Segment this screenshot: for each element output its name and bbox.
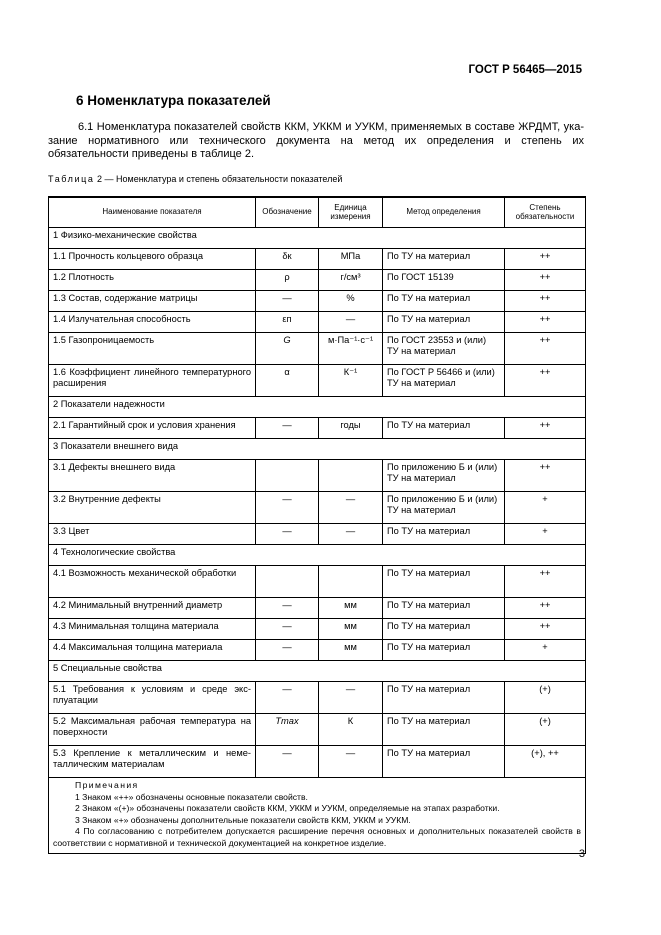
cell-degree: ++ (505, 619, 586, 640)
cell-name: 5.3 Крепление к металлическим и неметаллическим материалам (49, 746, 256, 778)
cell-name: 4.2 Минимальный внутренний диаметр (49, 598, 256, 619)
cell-unit: мм (319, 598, 383, 619)
cell-degree: (+), ++ (505, 746, 586, 778)
cell-name: 5.2 Максимальная рабочая температура на поверхности (49, 714, 256, 746)
cell-name: 1.6 Коэффициент линейного температурного расширения (49, 365, 256, 397)
cell-degree: ++ (505, 460, 586, 492)
cell-degree: ++ (505, 333, 586, 365)
cell-method: По ГОСТ 15139 (383, 270, 505, 291)
cell-unit (319, 566, 383, 598)
cell-name: 4.1 Возможность механической обработки (49, 566, 256, 598)
symbol-text: Tmax (275, 716, 299, 726)
table-row (49, 746, 586, 778)
table-row (49, 524, 586, 545)
table-row (49, 333, 586, 365)
page-number: 3 (578, 848, 585, 860)
table-caption-prefix: Таблица (48, 174, 95, 184)
cell-unit: % (319, 291, 383, 312)
group-title: 4 Технологические свойства (49, 545, 586, 566)
cell-method: По ГОСТ Р 56466 и (или) ТУ на материал (383, 365, 505, 397)
header-degree: Степень обязательности (505, 197, 586, 228)
notes-title: Примечания (75, 780, 139, 790)
cell-unit: — (319, 746, 383, 778)
table-row (49, 619, 586, 640)
cell-unit: К⁻¹ (319, 365, 383, 397)
cell-unit: — (319, 492, 383, 524)
cell-degree: (+) (505, 714, 586, 746)
note-item: 3 Знаком «+» обозначены дополнительные показатели свойств ККМ, УККМ и УУКМ. (75, 814, 411, 825)
cell-degree: (+) (505, 682, 586, 714)
note-item: 4 По согласованию с потребителем допускается расширение перечня основных и дополнительных показателей свойств в соответствии с нормативной и технической документацией на конкретное изделие. (53, 826, 581, 848)
cell-symbol (256, 566, 319, 598)
cell-unit: мм (319, 619, 383, 640)
cell-unit: г/см³ (319, 270, 383, 291)
cell-unit: — (319, 312, 383, 333)
cell-unit: — (319, 682, 383, 714)
cell-symbol: — (256, 291, 319, 312)
table-group-row (49, 228, 586, 249)
cell-degree: ++ (505, 566, 586, 598)
cell-symbol: ρ (256, 270, 319, 291)
cell-method: По ТУ на материал (383, 249, 505, 270)
note-item: 1 Знаком «++» обозначены основные показатели свойств. (75, 791, 308, 802)
cell-name: 4.4 Максимальная толщина материала (49, 640, 256, 661)
cell-method: По ТУ на материал (383, 598, 505, 619)
cell-symbol: δк (256, 249, 319, 270)
cell-name: 4.3 Минимальная толщина материала (49, 619, 256, 640)
symbol-text: G (283, 335, 291, 345)
table-body (49, 228, 586, 854)
cell-symbol: — (256, 640, 319, 661)
header-name: Наименование показателя (49, 197, 256, 228)
table-row (49, 492, 586, 524)
indicators-table (48, 196, 586, 854)
cell-name: 1.4 Излучательная способность (49, 312, 256, 333)
table-row (49, 365, 586, 397)
cell-degree: ++ (505, 418, 586, 439)
cell-symbol: — (256, 682, 319, 714)
cell-unit: — (319, 524, 383, 545)
table-row (49, 418, 586, 439)
table-row (49, 249, 586, 270)
cell-method: По ТУ на материал (383, 566, 505, 598)
cell-symbol (256, 460, 319, 492)
table-group-row (49, 661, 586, 682)
cell-name: 3.2 Внутренние дефекты (49, 492, 256, 524)
cell-unit: мм (319, 640, 383, 661)
table-caption-text: 2 — Номенклатура и степень обязательности показателей (94, 174, 343, 184)
cell-name: 1.1 Прочность кольцевого образца (49, 249, 256, 270)
notes-row (49, 778, 586, 854)
cell-symbol: — (256, 418, 319, 439)
cell-name: 5.1 Требования к условиям и среде эксплуатации (49, 682, 256, 714)
cell-degree: + (505, 640, 586, 661)
cell-degree: + (505, 492, 586, 524)
cell-method: По ТУ на материал (383, 746, 505, 778)
cell-degree: ++ (505, 312, 586, 333)
section-paragraph: 6.1 Номенклатура показателей свойств ККМ, УККМ и УУКМ, применяемых в составе ЖРДМТ, указание нормативного или технического документа на метод их определения и степень их обязательности приведены в таблице 2. (48, 121, 584, 161)
cell-symbol: — (256, 746, 319, 778)
group-title: 3 Показатели внешнего вида (49, 439, 586, 460)
cell-degree: ++ (505, 249, 586, 270)
table-row (49, 682, 586, 714)
table-group-row (49, 545, 586, 566)
cell-unit: м·Па⁻¹·с⁻¹ (319, 333, 383, 365)
cell-method: По ТУ на материал (383, 682, 505, 714)
cell-name: 3.1 Дефекты внешнего вида (49, 460, 256, 492)
cell-method: По приложению Б и (или) ТУ на материал (383, 492, 505, 524)
cell-method: По ТУ на материал (383, 291, 505, 312)
cell-degree: ++ (505, 291, 586, 312)
table-row (49, 566, 586, 598)
table-row (49, 640, 586, 661)
document-header: ГОСТ Р 56465—2015 (468, 64, 582, 76)
cell-method: По ГОСТ 23553 и (или) ТУ на материал (383, 333, 505, 365)
cell-degree: ++ (505, 598, 586, 619)
cell-symbol: — (256, 598, 319, 619)
group-title: 2 Показатели надежности (49, 397, 586, 418)
cell-name: 2.1 Гарантийный срок и условия хранения (49, 418, 256, 439)
table-row (49, 460, 586, 492)
table-row (49, 714, 586, 746)
group-title: 1 Физико-механические свойства (49, 228, 586, 249)
cell-degree: ++ (505, 365, 586, 397)
table-caption (48, 174, 342, 184)
cell-method: По ТУ на материал (383, 714, 505, 746)
cell-name: 3.3 Цвет (49, 524, 256, 545)
cell-symbol (256, 714, 319, 746)
table-group-row (49, 439, 586, 460)
header-unit: Единица измерения (319, 197, 383, 228)
cell-symbol: — (256, 619, 319, 640)
table-group-row (49, 397, 586, 418)
cell-name: 1.3 Состав, содержание матрицы (49, 291, 256, 312)
note-item: 2 Знаком «(+)» обозначены показатели свойств ККМ, УККМ и УУКМ, определяемые на этапах разработки. (75, 803, 500, 814)
cell-method: По приложению Б и (или) ТУ на материал (383, 460, 505, 492)
cell-unit (319, 460, 383, 492)
cell-symbol (256, 333, 319, 365)
cell-method: По ТУ на материал (383, 640, 505, 661)
cell-name: 1.5 Газопроницаемость (49, 333, 256, 365)
cell-name: 1.2 Плотность (49, 270, 256, 291)
table-row (49, 312, 586, 333)
cell-degree: + (505, 524, 586, 545)
notes-cell (49, 778, 586, 854)
table-row (49, 270, 586, 291)
group-title: 5 Специальные свойства (49, 661, 586, 682)
header-symbol: Обозначение (256, 197, 319, 228)
cell-symbol: — (256, 492, 319, 524)
cell-symbol: α (256, 365, 319, 397)
table-header-row (49, 197, 586, 228)
table-row (49, 291, 586, 312)
cell-method: По ТУ на материал (383, 418, 505, 439)
cell-unit: К (319, 714, 383, 746)
cell-method: По ТУ на материал (383, 524, 505, 545)
cell-method: По ТУ на материал (383, 312, 505, 333)
cell-method: По ТУ на материал (383, 619, 505, 640)
cell-unit: МПа (319, 249, 383, 270)
cell-symbol: εп (256, 312, 319, 333)
section-title: 6 Номенклатура показателей (76, 93, 271, 108)
cell-symbol: — (256, 524, 319, 545)
table-row (49, 598, 586, 619)
cell-degree: ++ (505, 270, 586, 291)
cell-unit: годы (319, 418, 383, 439)
header-method: Метод определения (383, 197, 505, 228)
